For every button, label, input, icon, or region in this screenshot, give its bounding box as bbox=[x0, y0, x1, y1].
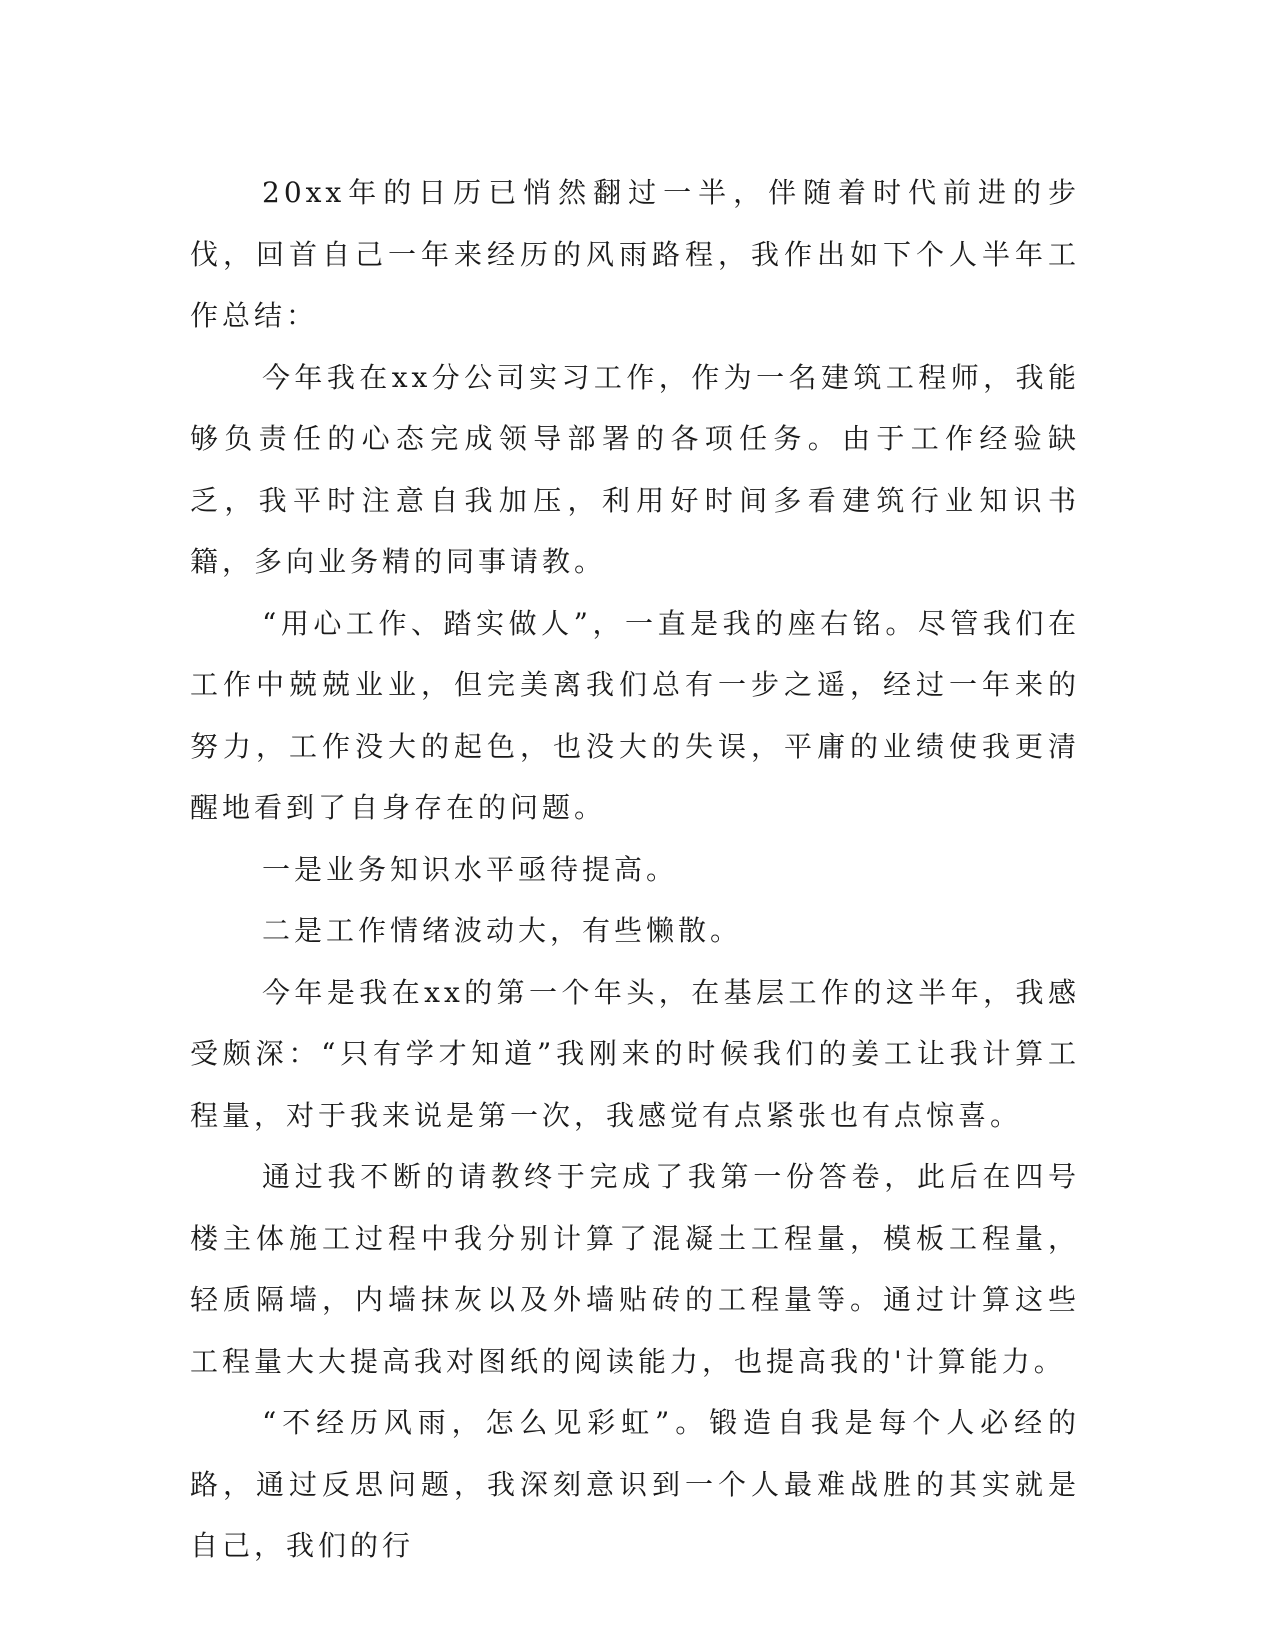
paragraph-self-reflection: “不经历风雨，怎么见彩虹”。锻造自我是每个人必经的路，通过反思问题，我深刻意识到一个人最难战胜的其实就是自己，我们的行 bbox=[190, 1406, 1080, 1562]
paragraph-problem-two: 二是工作情绪波动大，有些懒散。 bbox=[262, 914, 743, 947]
paragraph-intro: 20xx年的日历已悄然翻过一半，伴随着时代前进的步伐，回首自己一年来经历的风雨路程，我作出如下个人半年工作总结： bbox=[190, 176, 1080, 332]
paragraph-first-year: 今年是我在xx的第一个年头，在基层工作的这半年，我感受颇深：“只有学才知道”我刚来的时候我们的姜工让我计算工程量，对于我来说是第一次，我感觉有点紧张也有点惊喜。 bbox=[190, 975, 1080, 1132]
paragraph-calculation: 通过我不断的请教终于完成了我第一份答卷，此后在四号楼主体施工过程中我分别计算了混凝土工程量，模板工程量，轻质隔墙，内墙抹灰以及外墙贴砖的工程量等。通过计算这些工程量大大提高我对图纸的阅读能力，也提高我的'计算能力。 bbox=[190, 1160, 1080, 1378]
document-body bbox=[190, 162, 1080, 1577]
paragraph-internship: 今年我在xx分公司实习工作，作为一名建筑工程师，我能够负责任的心态完成领导部署的各项任务。由于工作经验缺乏，我平时注意自我加压，利用好时间多看建筑行业知识书籍，多向业务精的同事请教。 bbox=[190, 360, 1080, 578]
paragraph-problem-one: 一是业务知识水平亟待提高。 bbox=[262, 852, 679, 886]
paragraph-motto: “用心工作、踏实做人”，一直是我的座右铭。尽管我们在工作中兢兢业业，但完美离我们总有一步之遥，经过一年来的努力，工作没大的起色，也没大的失误，平庸的业绩使我更清醒地看到了自身存在的问题。 bbox=[190, 606, 1080, 824]
